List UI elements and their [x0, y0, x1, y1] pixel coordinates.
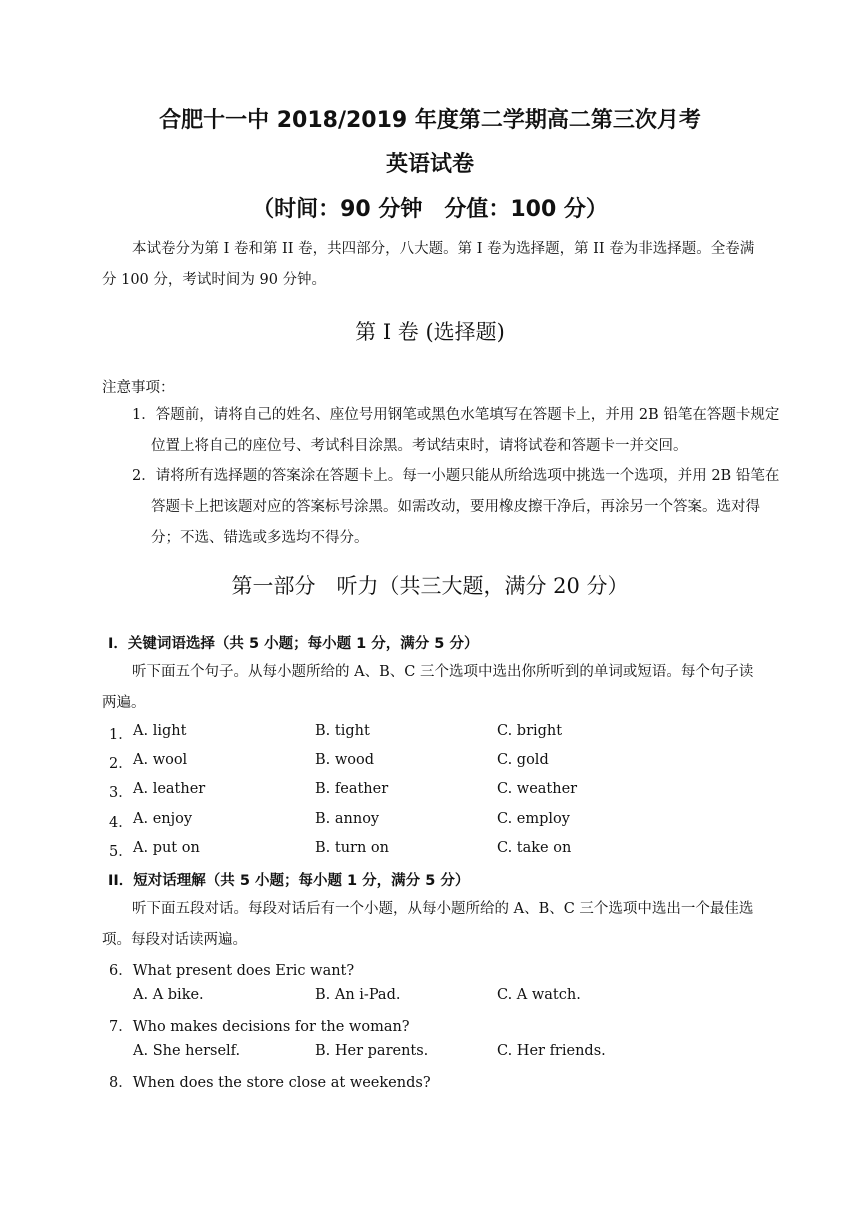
question-number: 5．: [109, 844, 133, 860]
option-a: A. light: [133, 723, 187, 739]
exam-title: 合肥十一中 2018/2019 年度第二学期高二第三次月考: [159, 108, 701, 133]
question-stem: 7．Who makes decisions for the woman?: [109, 1019, 410, 1035]
part1-title: 第一部分 听力（共三大题，满分 20 分）: [231, 574, 629, 598]
option-c: C. bright: [497, 723, 563, 739]
option-c: C. A watch.: [497, 987, 581, 1003]
option-a: A. She herself.: [133, 1043, 241, 1059]
option-c: C. gold: [497, 752, 549, 768]
intro-paragraph: 本试卷分为第 I 卷和第 II 卷，共四部分，八大题。第 I 卷为选择题，第 II 卷为非选择题。全卷满分 100 分，考试时间为 90 分钟。: [102, 241, 755, 288]
question-row: [0, 811, 860, 835]
question-number: 2．: [109, 756, 133, 772]
option-b: B. tight: [315, 723, 370, 739]
notes-label: 注意事项：: [102, 380, 175, 396]
option-c: C. Her friends.: [497, 1043, 606, 1059]
option-b: B. Her parents.: [315, 1043, 429, 1059]
question-row: [0, 840, 860, 864]
option-a: A. put on: [133, 840, 200, 856]
question-number: 1．: [109, 727, 133, 743]
exam-time-score: （时间：90 分钟 分值：100 分）: [252, 197, 608, 222]
option-a: A. A bike.: [133, 987, 204, 1003]
note-item-2: 2．请将所有选择题的答案涂在答题卡上。每一小题只能从所给选项中挑选一个选项，并用 2B 铅笔在答题卡上把该题对应的答案标号涂黑。如需改动，要用橡皮擦干净后，再涂另一个答案。选对得分；不选、错选或多选均不得分。: [132, 468, 780, 546]
option-c: C. take on: [497, 840, 572, 856]
volume1-title: 第 I 卷 (选择题): [355, 320, 505, 344]
section2-heading: II．短对话理解（共 5 小题；每小题 1 分，满分 5 分）: [108, 873, 470, 889]
option-b: B. An i-Pad.: [315, 987, 401, 1003]
exam-subject: 英语试卷: [385, 152, 474, 177]
question-row: [0, 781, 860, 805]
question-stem-row: [0, 1071, 860, 1095]
option-a: A. wool: [133, 752, 188, 768]
question-stem: 6．What present does Eric want?: [109, 963, 355, 979]
question-stem-row: [0, 1015, 860, 1039]
option-b: B. turn on: [315, 840, 389, 856]
question-number: 3．: [109, 785, 133, 801]
option-a: A. leather: [133, 781, 206, 797]
section1-heading: I．关键词语选择（共 5 小题；每小题 1 分，满分 5 分）: [108, 636, 479, 652]
option-c: C. employ: [497, 811, 570, 827]
option-b: B. wood: [315, 752, 375, 768]
question-stem: 8．When does the store close at weekends?: [109, 1075, 431, 1091]
option-b: B. feather: [315, 781, 389, 797]
option-c: C. weather: [497, 781, 578, 797]
option-b: B. annoy: [315, 811, 380, 827]
question-row: [0, 723, 860, 747]
option-a: A. enjoy: [133, 811, 193, 827]
question-number: 4．: [109, 815, 133, 831]
options-row: [0, 1043, 860, 1067]
section1-instruction: 听下面五个句子。从每小题所给的 A、B、C 三个选项中选出你所听到的单词或短语。每个句子读两遍。: [102, 664, 754, 711]
options-row: [0, 987, 860, 1011]
question-row: [0, 752, 860, 776]
section2-instruction: 听下面五段对话。每段对话后有一个小题，从每小题所给的 A、B、C 三个选项中选出一个最佳选项。每段对话读两遍。: [102, 901, 754, 948]
question-stem-row: [0, 959, 860, 983]
note-item-1: 1．答题前，请将自己的姓名、座位号用钢笔或黑色水笔填写在答题卡上，并用 2B 铅笔在答题卡规定位置上将自己的座位号、考试科目涂黑。考试结束时，请将试卷和答题卡一并交回。: [132, 407, 780, 454]
